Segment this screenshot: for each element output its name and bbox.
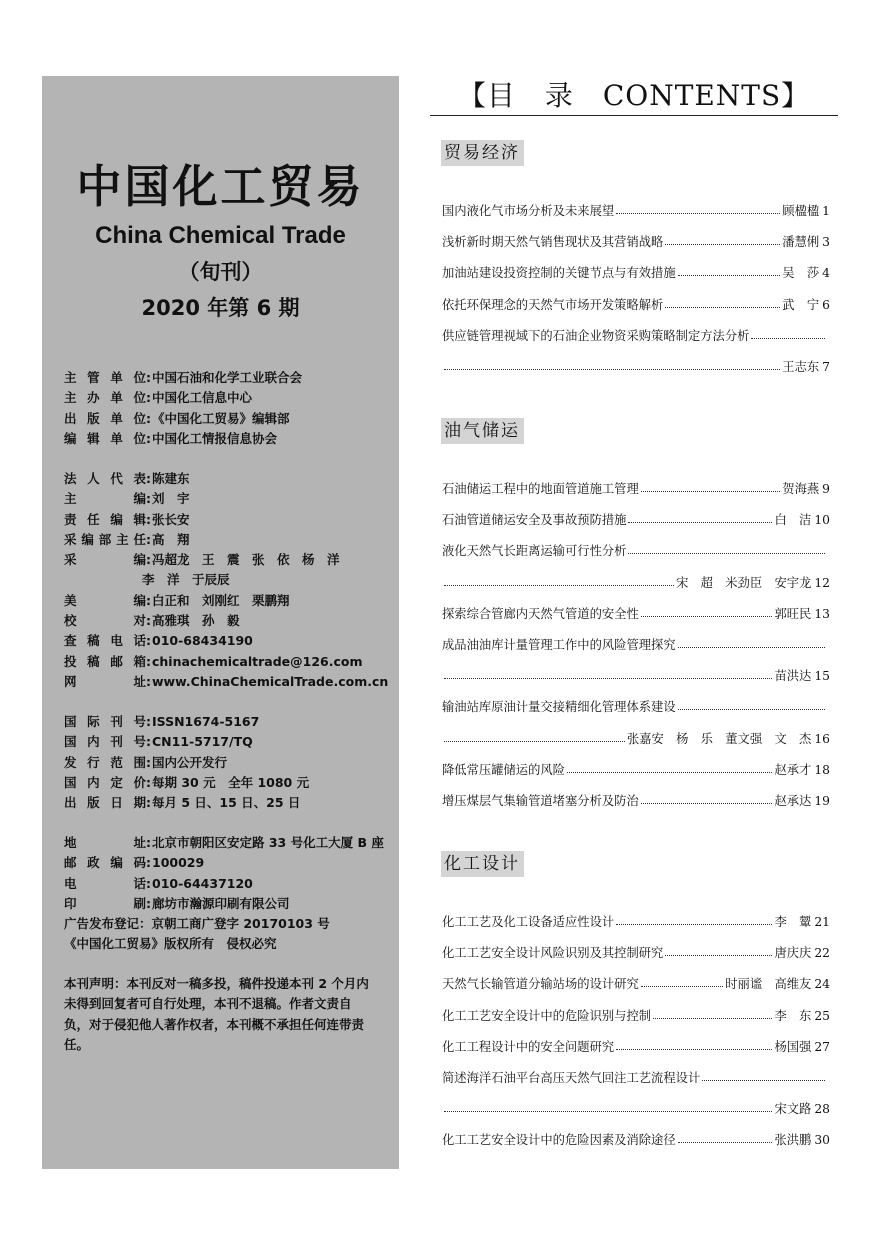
- info-row: 邮政编码 : 100029: [64, 855, 205, 871]
- info-row: 发行范围 : 国内公开发行: [64, 754, 228, 770]
- section-title: 油气储运: [441, 418, 524, 444]
- info-row: 国内刊号 : CN11-5717/TQ: [64, 734, 253, 750]
- toc-entry[interactable]: 增压煤层气集输管道堵塞分析及防治 赵承达 19: [442, 793, 830, 808]
- magazine-title: 中国化工贸易: [76, 160, 365, 213]
- ad-license: 广告发布登记：京朝工商广登字 20170103 号: [64, 916, 330, 932]
- toc-entry[interactable]: 化工工艺安全设计风险识别及其控制研究 唐庆庆 22: [442, 946, 830, 961]
- info-row: 印刷 : 廊坊市瀚源印刷有限公司: [64, 895, 290, 911]
- magazine-title-en: China Chemical Trade: [95, 222, 346, 249]
- staff-info: [64, 469, 394, 692]
- toc-entry[interactable]: 探索综合管廊内天然气管道的安全性 郭旺民 13: [442, 606, 830, 621]
- section-title: 化工设计: [441, 851, 524, 877]
- info-row: 主办单位 : 中国化工信息中心: [64, 390, 253, 406]
- toc-entry[interactable]: 简述海洋石油平台高压天然气回注工艺流程设计: [442, 1063, 830, 1094]
- toc-entry[interactable]: 输油站库原油计量交接精细化管理体系建设: [442, 692, 830, 723]
- toc-entry[interactable]: 化工工艺安全设计中的危险识别与控制 李 东 25: [442, 1008, 830, 1023]
- toc-entry[interactable]: 石油管道储运安全及事故预防措施 白 洁 10: [442, 513, 830, 528]
- magazine-frequency: （旬刊）: [178, 260, 263, 284]
- masthead-panel: [42, 76, 399, 1169]
- toc-entry[interactable]: 依托环保理念的天然气市场开发策略解析 武 宁 6: [442, 297, 830, 312]
- toc-entry[interactable]: 液化天然气长距离运输可行性分析: [442, 536, 830, 567]
- copyright-notice: 《中国化工贸易》版权所有 侵权必究: [64, 936, 277, 952]
- toc-entry[interactable]: 天然气长输管道分输站场的设计研究 时丽谧 高维友 24: [442, 977, 830, 992]
- info-row: 校对 : 高雅琪 孙 毅: [64, 613, 240, 629]
- toc-entry[interactable]: 化工工艺及化工设备适应性设计 李 颦 21: [442, 915, 830, 929]
- toc-entry-continuation[interactable]: 王志东 7: [442, 352, 830, 383]
- info-row: 地址 : 北京市朝阳区安定路 33 号化工大厦 B 座: [64, 835, 384, 850]
- header-rule: [430, 115, 838, 116]
- publication-info: [64, 712, 394, 813]
- contents-header: 【目 录 CONTENTS】: [457, 79, 811, 112]
- section-title: 贸易经济: [441, 140, 524, 166]
- toc-entry[interactable]: 加油站建设投资控制的关键节点与有效措施 吴 莎 4: [442, 266, 830, 281]
- toc-entry[interactable]: 国内液化气市场分析及未来展望 顾楹楹 1: [442, 204, 830, 218]
- info-row: 主管单位 : 中国石油和化学工业联合会: [64, 370, 303, 385]
- info-row: 美编 : 白正和 刘刚红 栗鹏翔: [64, 592, 290, 608]
- toc-section-0: [442, 196, 830, 383]
- toc-entry[interactable]: 化工工艺安全设计中的危险因素及消除途径 张洪鹏 30: [442, 1133, 830, 1148]
- toc-entry[interactable]: 成品油油库计量管理工作中的风险管理探究: [442, 630, 830, 661]
- toc-entry-continuation[interactable]: 苗洪达 15: [442, 661, 830, 692]
- info-row: 主编 : 刘 宇: [64, 491, 190, 507]
- info-continuation: 李 洋 于辰辰: [142, 572, 230, 588]
- info-row: 采编部主任 : 高 翔: [64, 531, 190, 547]
- info-row: 投稿邮箱 : chinachemicaltrade@126.com: [64, 653, 363, 669]
- toc-section-2: [442, 907, 830, 1157]
- toc-entry[interactable]: 降低常压罐储运的风险 赵承才 18: [442, 762, 830, 777]
- info-row: 责任编辑 : 张长安: [64, 511, 190, 527]
- info-row: 网址 : www.ChinaChemicalTrade.com.cn: [64, 673, 389, 689]
- toc-entry-continuation[interactable]: 张嘉安 杨 乐 董文强 文 杰 16: [442, 724, 830, 755]
- info-row: 编辑单位 : 中国化工情报信息协会: [64, 430, 278, 446]
- toc-entry-continuation[interactable]: 宋文路 28: [442, 1094, 830, 1125]
- toc-entry[interactable]: 石油储运工程中的地面管道施工管理 贺海燕 9: [442, 482, 830, 496]
- info-row: 采编 : 冯超龙 王 震 张 依 杨 洋: [64, 552, 340, 568]
- toc-entry[interactable]: 化工工程设计中的安全问题研究 杨国强 27: [442, 1039, 830, 1054]
- publisher-info: [64, 368, 394, 449]
- info-row: 法人代表 : 陈建东: [64, 471, 190, 486]
- info-row: 电话 : 010-64437120: [64, 875, 253, 891]
- toc-section-1: [442, 474, 830, 817]
- info-row: 国际刊号 : ISSN1674-5167: [64, 714, 260, 729]
- toc-entry-continuation[interactable]: 宋 超 米劲臣 安宇龙 12: [442, 568, 830, 599]
- info-row: 出版日期 : 每月 5 日、15 日、25 日: [64, 795, 301, 811]
- info-row: 查稿电话 : 010-68434190: [64, 633, 253, 649]
- publication-statement: 本刊声明：本刊反对一稿多投，稿件投递本刊 2 个月内未得到回复者可自行处理，本刊不退稿。作者文责自负，对于侵犯他人著作权者，本刊概不承担任何连带责任。: [64, 976, 369, 1052]
- toc-entry[interactable]: 供应链管理视域下的石油企业物资采购策略制定方法分析: [442, 321, 830, 352]
- info-row: 国内定价 : 每期 30 元 全年 1080 元: [64, 774, 310, 790]
- toc-entry[interactable]: 浅析新时期天然气销售现状及其营销战略 潘慧俐 3: [442, 235, 830, 250]
- magazine-issue: 2020 年第 6 期: [141, 296, 300, 320]
- info-row: 出版单位 : 《中国化工贸易》编辑部: [64, 410, 290, 426]
- contact-info: [64, 833, 394, 955]
